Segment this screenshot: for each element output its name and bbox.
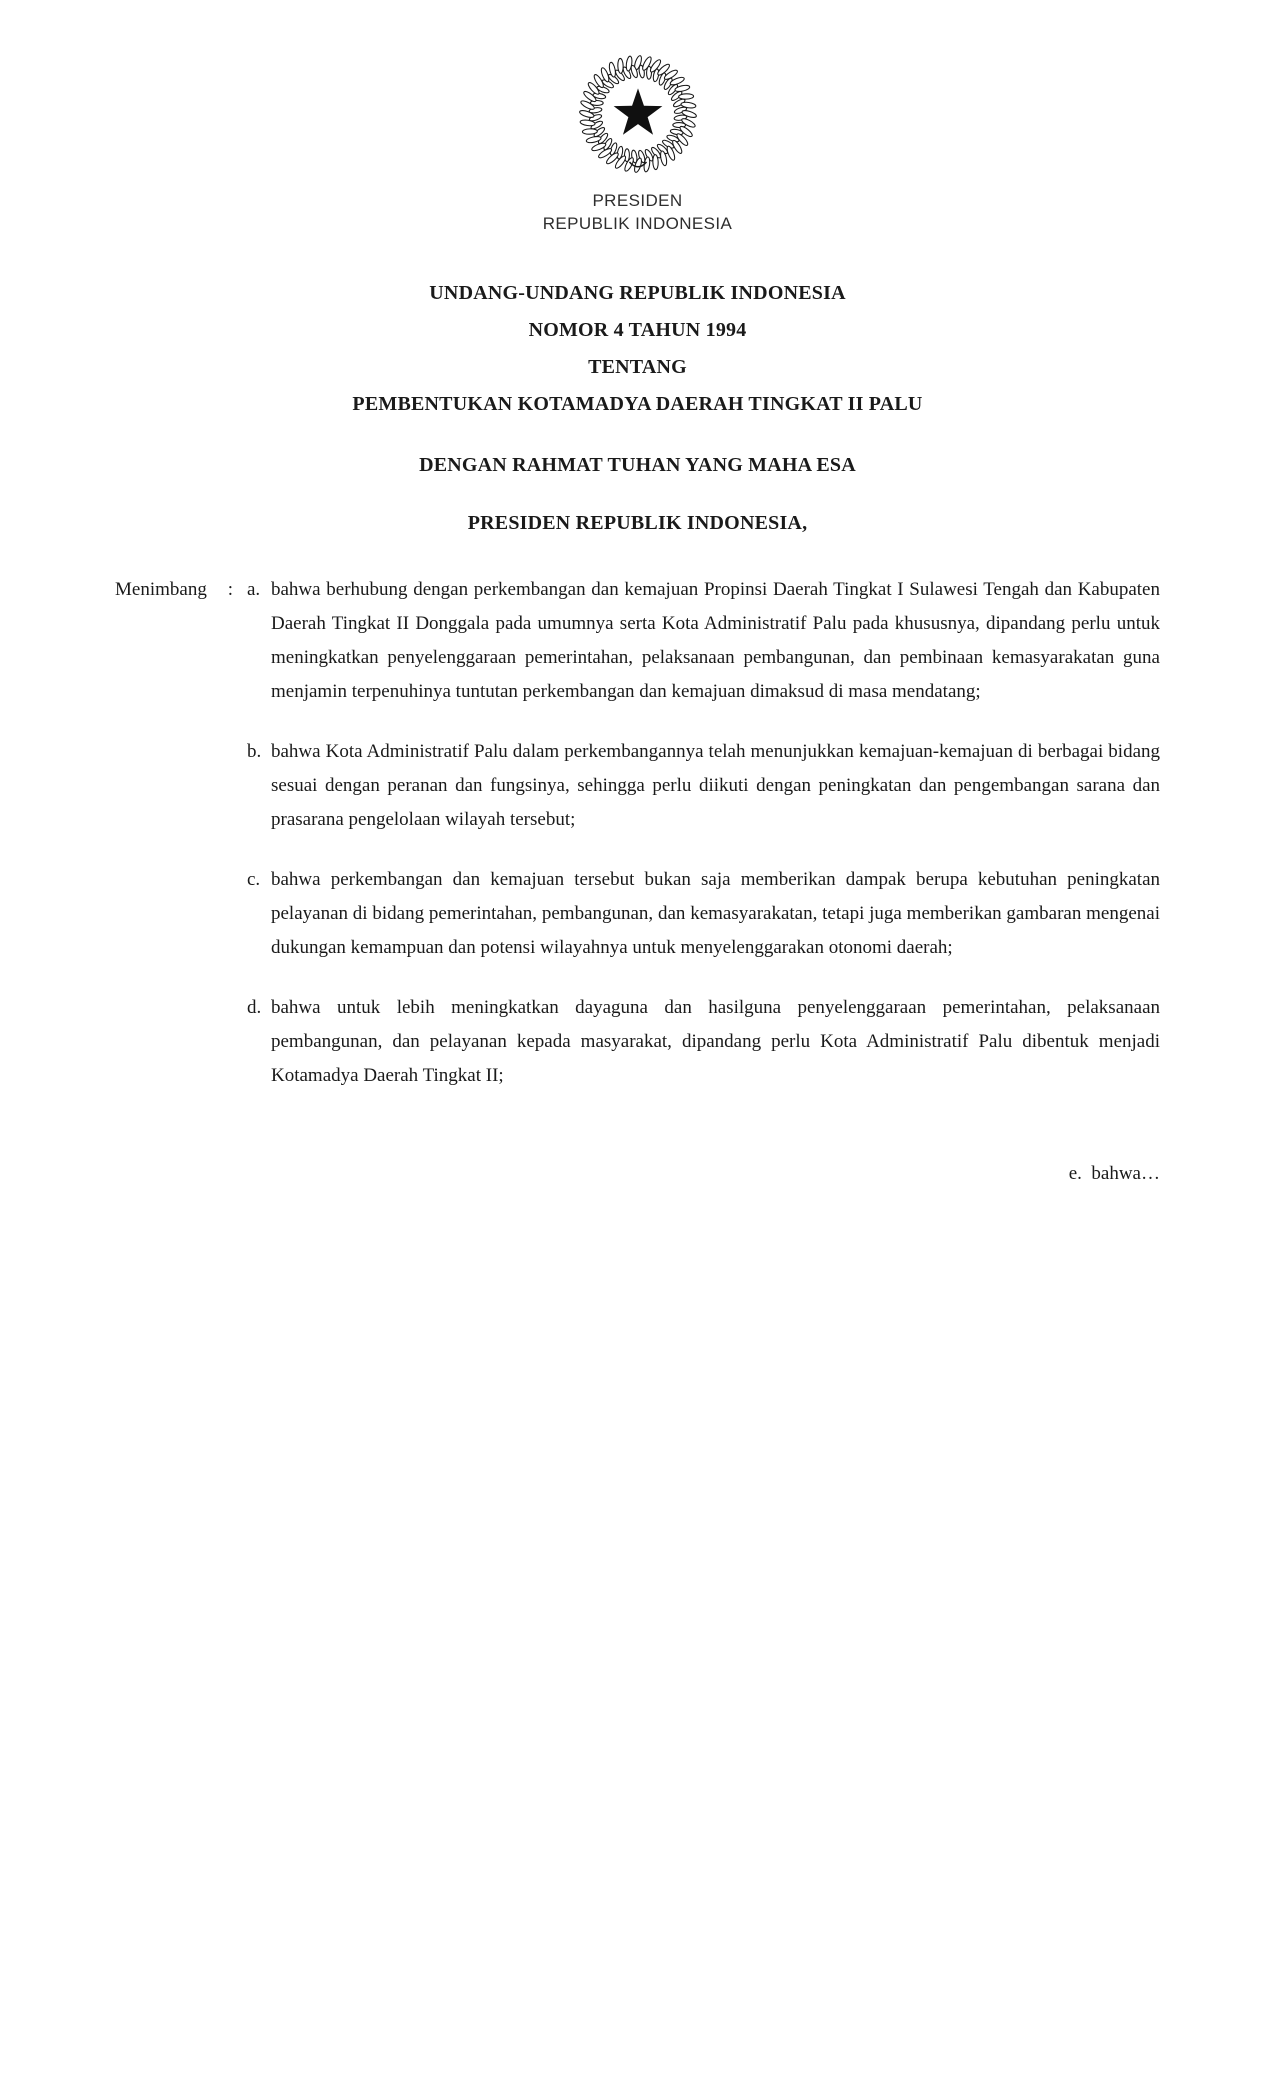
star-icon bbox=[613, 88, 662, 134]
title-line-undang-undang: UNDANG-UNDANG REPUBLIK INDONESIA bbox=[429, 282, 846, 304]
title-line-subject: PEMBENTUKAN KOTAMADYA DAERAH TINGKAT II PALU bbox=[352, 393, 923, 415]
item-letter: c. bbox=[247, 869, 261, 890]
consideration-item-c bbox=[247, 863, 1160, 965]
consideration-item-d bbox=[247, 991, 1160, 1093]
consideration-item-a bbox=[247, 573, 1160, 709]
item-text: bahwa untuk lebih meningkatkan dayaguna dan hasilguna penyelenggaraan pemerintahan, pelaksanaan pembangunan, dan pelayanan kepada masyarakat, dipandang perlu Kota Administratif Palu dibentuk menjadi Kotamadya Daerah Tingkat II; bbox=[271, 997, 1160, 1086]
title-line-nomor-tahun: NOMOR 4 TAHUN 1994 bbox=[528, 319, 747, 341]
catchword-line: e. bahwa… bbox=[1068, 1163, 1160, 1184]
item-text: bahwa Kota Administratif Palu dalam perkembangannya telah menunjukkan kemajuan-kemajuan di berbagai bidang sesuai dengan peranan dan fungsinya, sehingga perlu diikuti dengan peningkatan dan pengembangan sarana dan prasarana pengelolaan wilayah tersebut; bbox=[271, 741, 1160, 830]
item-text: bahwa perkembangan dan kemajuan tersebut bukan saja memberikan dampak berupa kebutuhan peningkatan pelayanan di bidang pemerintahan, pembangunan, dan kemasyarakatan, tetapi juga memberikan gambaran mengenai dukungan kemampuan dan potensi wilayahnya untuk menyelenggarakan otonomi daerah; bbox=[271, 869, 1160, 958]
letterhead-line-republik-indonesia: REPUBLIK INDONESIA bbox=[542, 214, 733, 233]
item-letter: d. bbox=[247, 997, 262, 1018]
menimbang-label-column bbox=[115, 573, 247, 1093]
item-letter: b. bbox=[247, 741, 262, 762]
presidential-star-emblem-icon bbox=[574, 50, 702, 178]
item-text: bahwa berhubung dengan perkembangan dan kemajuan Propinsi Daerah Tingkat I Sulawesi Tengah dan Kabupaten Daerah Tingkat II Donggala pada umumnya serta Kota Administratif Palu pada khususnya, dipandang perlu untuk meningkatkan penyelenggaraan pemerintahan, pelaksanaan pembangunan, dan pembinaan kemasyarakatan guna menjamin terpenuhinya tuntutan perkembangan dan kemajuan dimaksud di masa mendatang; bbox=[271, 579, 1160, 702]
letterhead-org-name bbox=[0, 189, 1275, 235]
menimbang-colon: : bbox=[227, 579, 233, 600]
consideration-item-b bbox=[247, 735, 1160, 837]
item-letter: a. bbox=[247, 579, 261, 600]
letterhead bbox=[0, 0, 1275, 235]
consideration-items bbox=[247, 573, 1160, 1093]
considerations-section bbox=[0, 573, 1275, 1093]
letterhead-line-presiden: PRESIDEN bbox=[592, 191, 683, 210]
title-line-tentang: TENTANG bbox=[588, 356, 687, 378]
president-declaration-line: PRESIDEN REPUBLIK INDONESIA, bbox=[467, 512, 808, 534]
menimbang-label: Menimbang bbox=[115, 579, 207, 600]
document-title-block bbox=[0, 275, 1275, 423]
grace-line: DENGAN RAHMAT TUHAN YANG MAHA ESA bbox=[419, 454, 856, 476]
